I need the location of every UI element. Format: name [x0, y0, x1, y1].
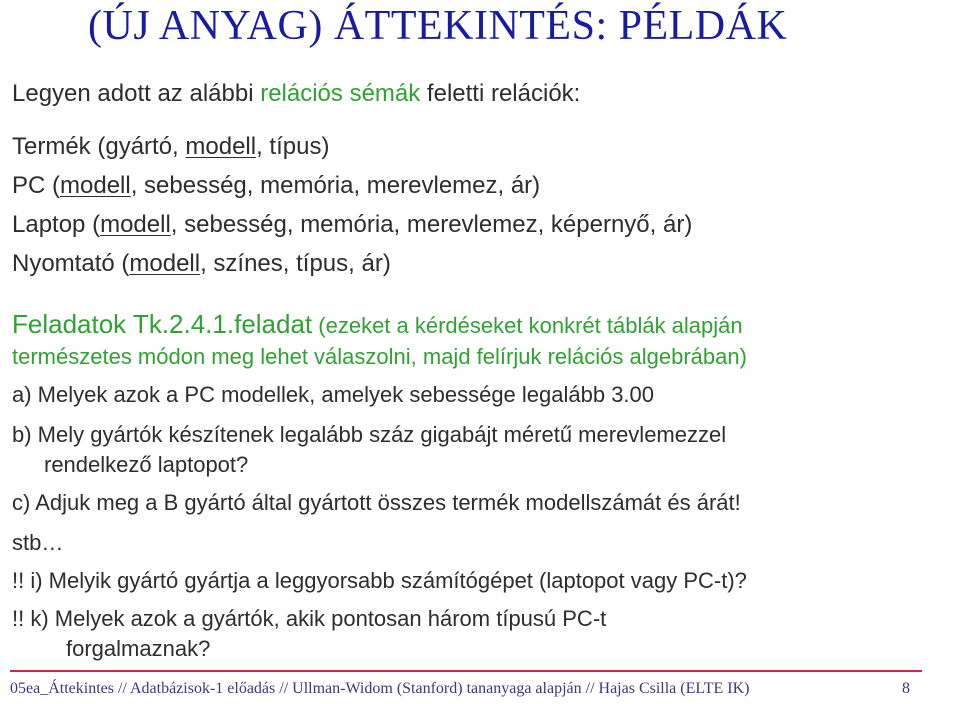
question-k-line2: forgalmaznak? [66, 636, 211, 661]
schema-rest: , sebesség, memória, merevlemez, ár) [130, 172, 541, 199]
task-line [12, 309, 743, 340]
task-note2: természetes módon meg lehet válaszolni, majd felírjuk relációs algebrában) [12, 344, 747, 369]
schema-rest: , sebesség, memória, merevlemez, képernyő, ár) [170, 211, 693, 238]
schema-nyomtato [12, 250, 391, 278]
schema-name: Nyomtató ( [12, 250, 130, 277]
etc-line: stb… [12, 530, 64, 555]
intro-line [12, 80, 580, 108]
schema-rest: , típus) [256, 133, 330, 160]
task-note1: (ezeket a kérdéseket konkrét táblák alapján [312, 313, 743, 338]
schema-name: Termék (gyártó, [12, 133, 186, 160]
question-k-line1: !! k) Melyek azok a gyártók, akik pontosan három típusú PC-t [12, 606, 607, 631]
intro-highlight: relációs sémák [260, 80, 421, 107]
footer-text: 05ea_Áttekintes // Adatbázisok-1 előadás // Ullman-Widom (Stanford) tananyaga alapján // Hajas Csilla (ELTE IK) [10, 680, 750, 697]
question-c: c) Adjuk meg a B gyártó által gyártott összes termék modellszámát és árát! [12, 490, 741, 515]
schema-pc [12, 172, 540, 200]
question-b-line2: rendelkező laptopot? [44, 452, 249, 477]
schema-name: Laptop ( [12, 211, 101, 238]
page-number: 8 [902, 680, 910, 697]
intro-post: feletti relációk: [420, 80, 581, 107]
question-a: a) Melyek azok a PC modellek, amelyek sebessége legalább 3.00 [12, 382, 655, 407]
schema-key: modell [185, 133, 257, 160]
schema-termek [12, 133, 329, 161]
footer-divider [10, 670, 922, 672]
schema-key: modell [100, 211, 171, 238]
question-b-line1: b) Mely gyártók készítenek legalább száz gigabájt méretű merevlemezzel [12, 422, 727, 447]
slide-title: (ÚJ ANYAG) ÁTTEKINTÉS: PÉLDÁK [88, 3, 788, 49]
schema-key: modell [129, 250, 201, 277]
schema-laptop [12, 211, 692, 239]
schema-name: PC ( [12, 172, 60, 199]
intro-pre: Legyen adott az alábbi [12, 80, 261, 107]
schema-key: modell [60, 172, 131, 199]
question-i: !! i) Melyik gyártó gyártja a leggyorsabb számítógépet (laptopot vagy PC-t)? [12, 568, 747, 593]
task-label: Feladatok Tk.2.4.1.feladat [12, 309, 313, 339]
schema-rest: , színes, típus, ár) [200, 250, 391, 277]
